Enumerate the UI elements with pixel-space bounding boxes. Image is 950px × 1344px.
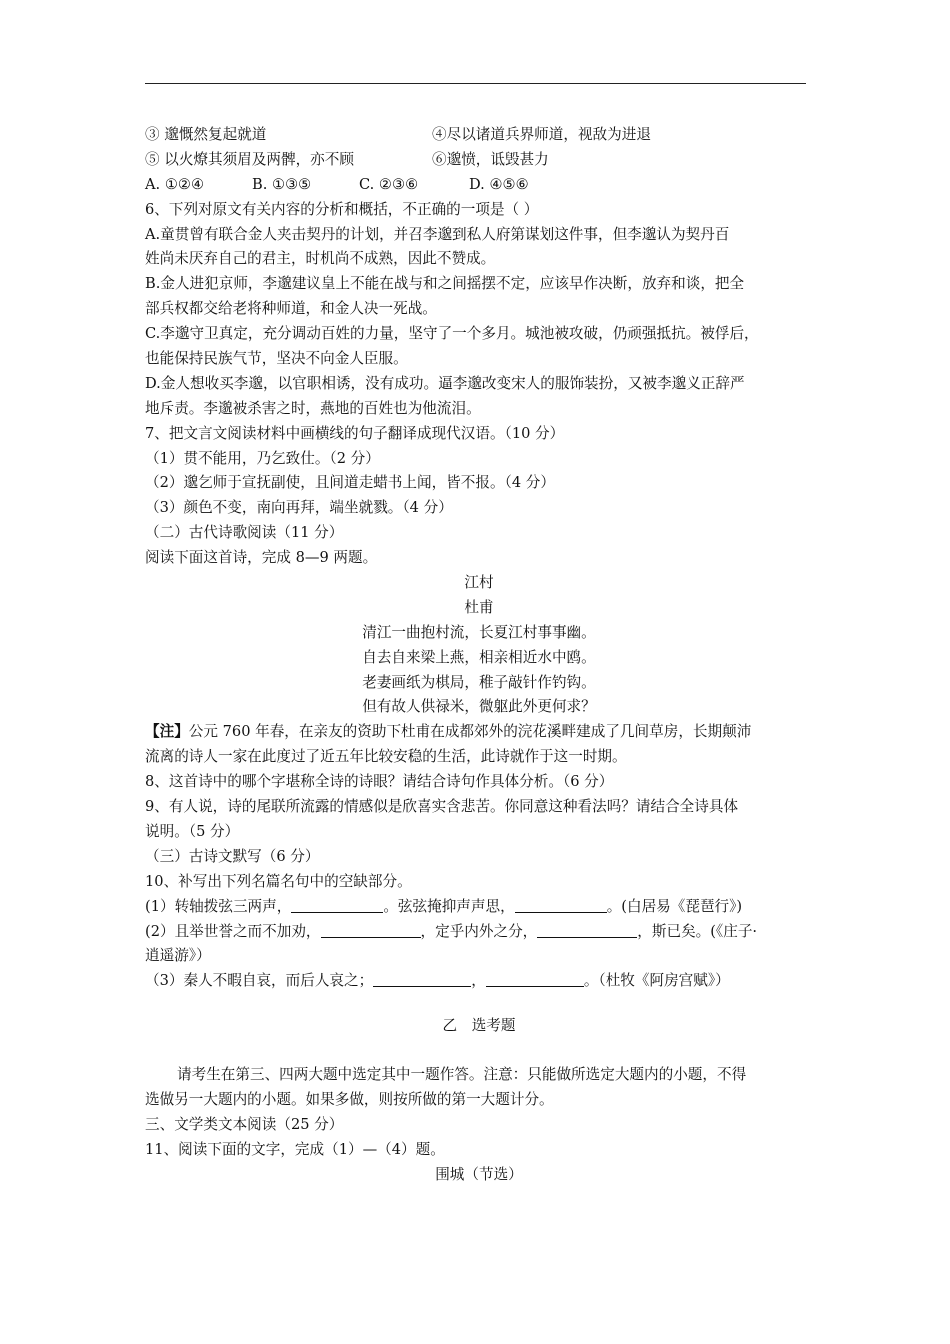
q9-line-2: 说明。（5 分） (145, 822, 240, 840)
answer-blank[interactable] (373, 969, 471, 987)
q10-item-2-text-b: ，定乎内外之分， (420, 922, 538, 940)
exam-page-body (145, 123, 813, 1188)
q5-options-row-1 (145, 123, 813, 148)
q10-item-1-text-c: 。(白居易《琵琶行》) (606, 897, 743, 915)
q10-item-2-text-a: (2）且举世誉之而不加劝， (145, 922, 321, 940)
note-label: 【注】 (145, 723, 189, 741)
q10-item-2-cont: 逍遥游》） (145, 947, 211, 965)
q9-line-1: 9、有人说，诗的尾联所流露的情感似是欣喜实含悲苦。你同意这种看法吗？请结合全诗具体 (145, 798, 739, 816)
section-2-heading: （二）古代诗歌阅读（11 分） (145, 524, 344, 542)
q8-stem: 8、这首诗中的哪个字堪称全诗的诗眼？请结合诗句作具体分析。（6 分） (145, 773, 614, 791)
q5-choice-d: D. ④⑤⑥ (469, 175, 529, 193)
q10-item-3 (145, 969, 813, 994)
answer-blank[interactable] (515, 895, 607, 913)
poem-note-line-1 (145, 720, 813, 745)
q6-option-a-line-1: A.童贯曾有联合金人夹击契丹的计划，并召李邈到私人府第谋划这件事，但李邈认为契丹百 (145, 225, 730, 243)
q5-choice-c: C. ②③⑥ (359, 175, 419, 193)
answer-blank[interactable] (321, 920, 421, 938)
section-3-heading: （三）古诗文默写（6 分） (145, 847, 320, 865)
header-rule (145, 83, 806, 84)
poem-note-line-2: 流离的诗人一家在此度过了近五年比较安稳的生活，此诗就作于这一时期。 (145, 748, 627, 766)
poem-line-2: 自去自来梁上燕，相亲相近水中鸥。 (362, 648, 596, 666)
poem-author: 杜甫 (464, 598, 494, 616)
q10-item-2 (145, 920, 813, 945)
q10-stem: 10、补写出下列名篇名句中的空缺部分。 (145, 872, 412, 890)
part-3-heading: 三、文学类文本阅读（25 分） (145, 1115, 344, 1133)
q11-passage-title: 围城（节选） (435, 1165, 523, 1183)
q10-item-1-text-a: (1）转轴拨弦三两声， (145, 897, 292, 915)
poem-title: 江村 (464, 574, 494, 592)
q6-option-b-line-1: B.金人进犯京师，李邈建议皇上不能在战与和之间摇摆不定，应该早作决断，放弃和谈，把全 (145, 275, 745, 293)
q5-option-4: ④尽以诸道兵界师道，视敌为进退 (432, 126, 651, 143)
q10-item-3-text-b: ， (471, 972, 486, 990)
q10-item-1 (145, 895, 813, 920)
q10-item-3-text-a: （3）秦人不暇自哀，而后人哀之； (145, 972, 374, 990)
q5-option-5: ⑤ 以火燎其须眉及两髀，亦不顾 (145, 150, 354, 168)
part-b-title: 乙 选考题 (442, 1017, 516, 1035)
q7-sentence-2: （2）邈乞师于宣抚副使，且间道走蜡书上闻，皆不报。（4 分） (145, 474, 555, 492)
q7-sentence-1: （1）贯不能用，乃乞致仕。（2 分） (145, 449, 380, 467)
q6-option-b-line-2: 部兵权都交给老将种师道，和金人决一死战。 (145, 300, 437, 318)
q6-option-d-line-1: D.金人想收买李邈，以官职相诱，没有成功。逼李邈改变宋人的服饰装扮，又被李邈义正辞严 (145, 374, 745, 392)
answer-blank[interactable] (537, 920, 637, 938)
part-b-instruction-2: 选做另一大题内的小题。如果多做，则按所做的第一大题计分。 (145, 1090, 554, 1108)
q7-sentence-3: （3）颜色不变，南向再拜，端坐就戮。（4 分） (145, 499, 453, 517)
note-text-1: 公元 760 年春，在亲友的资助下杜甫在成都郊外的浣花溪畔建成了几间草房，长期颠沛 (188, 723, 752, 741)
poem-line-4: 但有故人供禄米，微躯此外更何求？ (362, 698, 596, 716)
q6-option-c-line-2: 也能保持民族气节，坚决不向金人臣服。 (145, 350, 408, 368)
q5-option-3: ③ 邈慨然复起就道 (145, 126, 267, 143)
q6-option-d-line-2: 地斥责。李邈被杀害之时，燕地的百姓也为他流泪。 (145, 399, 481, 417)
q10-item-3-text-c: 。（杜牧《阿房宫赋》） (583, 972, 730, 990)
q5-choice-b: B. ①③⑤ (252, 175, 312, 193)
q6-option-a-line-2: 姓尚未厌弃自己的君主，时机尚不成熟，因此不赞成。 (145, 250, 496, 268)
q6-stem: 6、下列对原文有关内容的分析和概括，不正确的一项是（ ） (145, 200, 539, 218)
section-2-intro: 阅读下面这首诗，完成 8—9 两题。 (145, 549, 378, 567)
q11-stem: 11、阅读下面的文字，完成（1）—（4）题。 (145, 1140, 445, 1158)
poem-line-3: 老妻画纸为棋局，稚子敲针作钓钩。 (362, 673, 596, 691)
q6-option-c-line-1: C.李邈守卫真定，充分调动百姓的力量，坚守了一个多月。城池被攻破，仍顽强抵抗。被俘后， (145, 325, 759, 343)
q10-item-1-text-b: 。弦弦掩抑声声思， (383, 897, 515, 915)
part-b-instruction-1: 请考生在第三、四两大题中选定其中一题作答。注意：只能做所选定大题内的小题，不得 (177, 1066, 747, 1084)
q5-options-row-2 (145, 148, 813, 173)
q7-stem: 7、把文言文阅读材料中画横线的句子翻译成现代汉语。（10 分） (145, 424, 565, 442)
q10-item-2-text-c: ，斯已矣。(《庄子· (637, 922, 758, 940)
q5-choice-a: A. ①②④ (145, 175, 205, 193)
answer-blank[interactable] (486, 969, 584, 987)
poem-line-1: 清江一曲抱村流，长夏江村事事幽。 (362, 623, 596, 641)
q5-option-6: ⑥邈愤，诋毁甚力 (432, 150, 549, 168)
q5-answer-choices (145, 173, 813, 198)
answer-blank[interactable] (291, 895, 383, 913)
